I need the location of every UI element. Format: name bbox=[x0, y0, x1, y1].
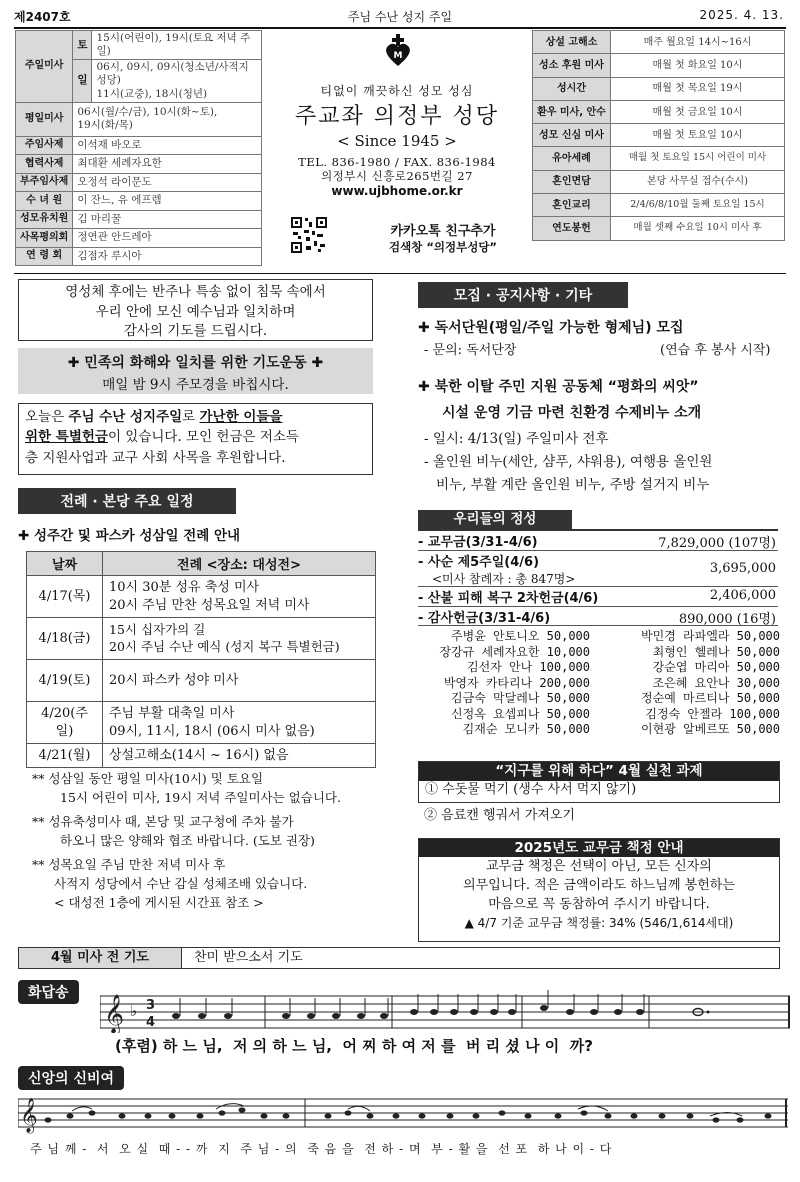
staff-value: 정연관 안드레아 bbox=[73, 229, 262, 248]
schedule-value: 매월 첫 화요일 10시 bbox=[611, 54, 785, 77]
prayer-campaign-title: ✚ 민족의 화해와 일치를 위한 기도운동 ✚ bbox=[67, 355, 324, 371]
liturgy-date: 4/21(월) bbox=[27, 744, 103, 768]
tithe-title: 2025년도 교무금 책정 안내 bbox=[419, 839, 779, 857]
schedule-label: 성소 후원 미사 bbox=[533, 54, 611, 77]
liturgy-section-header: 전례 · 본당 주요 일정 bbox=[18, 488, 236, 514]
schedule-value: 매월 첫 토요일 10시 bbox=[611, 124, 785, 147]
liturgy-events: 주님 부활 대축일 미사 09시, 11시, 18시 (06시 미사 없음) bbox=[103, 702, 376, 744]
qr-code-icon[interactable] bbox=[290, 216, 328, 254]
acclamation-label: 신앙의 신비여 bbox=[18, 1066, 124, 1090]
reader-recruit-title: ✚ 독서단원(평일/주일 가능한 형제님) 모집 bbox=[418, 320, 684, 336]
staff-label: 연 령 회 bbox=[16, 247, 73, 266]
psalm-time-top: 3 bbox=[146, 998, 156, 1013]
schedule-value: 매월 첫 목요일 19시 bbox=[611, 77, 785, 100]
soap-campaign-details: - 일시: 4/13(일) 주일미사 전후 - 올인원 비누(세안, 샴푸, 샤워용), 여행용 올인원 비누, 부활 계란 올인원 비누, 주방 설거지 비누 bbox=[424, 431, 713, 493]
holy-week-table bbox=[26, 551, 376, 768]
donor-row: 주병윤 안토니오 50,000 박민경 라파엘라 50,000 bbox=[451, 629, 780, 643]
schedule-label: 상설 고해소 bbox=[533, 31, 611, 54]
acclamation-lyrics: 주 님 께 - 서 오 실 때 - - 까 지 주 님 - 의 죽 음 을 전 하 - 며 부 - 활 을 선 포 하 나 이 - 다 bbox=[30, 1142, 613, 1156]
svg-text:♭: ♭ bbox=[130, 1002, 138, 1020]
page-title: 주님 수난 성지 주일 bbox=[347, 10, 453, 24]
sacred-heart-logo-icon bbox=[384, 34, 412, 68]
col-event-header: 전례 <장소: 대성전> bbox=[103, 552, 376, 576]
schedule-label: 혼인면담 bbox=[533, 170, 611, 193]
donor-row: 박영자 카타리나 200,000 조은혜 요안나 30,000 bbox=[443, 675, 780, 690]
prayer-campaign-box bbox=[18, 348, 373, 394]
schedule-table bbox=[532, 30, 785, 241]
weekday-mass-times: 06시(월/수/금), 10시(화~토), 19시(화/목) bbox=[73, 102, 262, 136]
offerings-list bbox=[418, 531, 778, 626]
schedule-value: 매월 첫 금요일 10시 bbox=[611, 100, 785, 123]
liturgy-events: 20시 파스카 성야 미사 bbox=[103, 660, 376, 702]
svg-text:M: M bbox=[393, 51, 403, 61]
donor-row: 신정옥 요셉피나 50,000 김정숙 안젤라 100,000 bbox=[451, 706, 780, 721]
monthly-prayer-bar bbox=[18, 947, 780, 969]
communion-notice: 영성체 후에는 반주나 특송 없이 침묵 속에서 우리 안에 모신 예수님과 일치하며 감사의 기도를 드립시다. bbox=[18, 279, 373, 341]
church-motto: 티없이 깨끗하신 성모 성심 bbox=[320, 84, 474, 98]
staff-label: 수 녀 원 bbox=[16, 192, 73, 211]
church-info bbox=[262, 30, 532, 274]
church-since: < Since 1945 > bbox=[337, 132, 457, 150]
donor-row: 김선자 안나 100,000 강순엽 마리아 50,000 bbox=[467, 660, 780, 674]
offering-row: - 교무금(3/31-4/6) 7,829,000 (107명) bbox=[418, 531, 778, 551]
saturday-label: 토 bbox=[73, 31, 92, 60]
earth-task-item: ② 음료캔 헹궈서 가져오기 bbox=[424, 808, 575, 823]
svg-text:𝄞: 𝄞 bbox=[20, 1098, 38, 1133]
psalm-label: 화답송 bbox=[18, 980, 79, 1004]
offering-row: - 감사헌금(3/31-4/6) 890,000 (16명) bbox=[418, 607, 778, 626]
reader-recruit-note: (연습 후 봉사 시작) bbox=[660, 343, 771, 358]
monthly-prayer-value: 찬미 받으소서 기도 bbox=[181, 948, 303, 968]
holy-week-heading: ✚ 성주간 및 파스카 성삼일 전례 안내 bbox=[18, 528, 241, 544]
col-date-header: 날짜 bbox=[27, 552, 103, 576]
saturday-mass-times: 15시(어린이), 19시(토요 저녁 주일) bbox=[92, 31, 262, 60]
psalm-lyrics: (후렴) 하 느 님, 저 의 하 느 님, 어 찌 하 여 저 를 버 리 셨 나 이 까? bbox=[115, 1037, 593, 1055]
note-item: ** 성목요일 주님 만찬 저녁 미사 후 사적지 성당에서 수난 감실 성체조배 있습니다. < 대성전 1층에 게시된 시간표 참조 > bbox=[32, 856, 308, 911]
liturgy-events: 10시 30분 성유 축성 미사 20시 주님 만찬 성목요일 저녁 미사 bbox=[103, 576, 376, 618]
mass-info-table bbox=[15, 30, 262, 266]
church-name: 주교좌 의정부 성당 bbox=[294, 104, 499, 129]
soap-campaign-title-1: ✚ 북한 이탈 주민 지원 공동체 “평화의 씨앗” bbox=[418, 379, 699, 395]
tithe-box: 2025년도 교무금 책정 안내 교무금 책정은 선택이 아닌, 모든 신자의 의무입니다. 적은 금액이라도 하느님께 봉헌하는 마음으로 꼭 동참하여 주시기 바랍니다. ▲ 4/7 기준 교무금 책정률: 34% (546/1,614세대) bbox=[418, 838, 780, 942]
offering-row: - 사순 제5주일(4/6) <미사 참례자 : 총 847명> 3,695,000 bbox=[418, 551, 778, 587]
schedule-value: 매주 월요일 14시~16시 bbox=[611, 31, 785, 54]
church-website[interactable]: www.ujbhome.or.kr bbox=[331, 184, 463, 199]
schedule-value: 매월 셋째 수요일 10시 미사 후 bbox=[611, 217, 785, 240]
liturgy-date: 4/20(주일) bbox=[27, 702, 103, 744]
schedule-value: 본당 사무실 접수(수시) bbox=[611, 170, 785, 193]
note-item: ** 성유축성미사 때, 본당 및 교구청에 주차 불가 하오니 많은 양해와 협조 바랍니다. (도보 권장) bbox=[32, 813, 315, 849]
liturgy-date: 4/18(금) bbox=[27, 618, 103, 660]
staff-label: 성모유치원 bbox=[16, 210, 73, 229]
weekday-mass-label: 평일미사 bbox=[16, 102, 73, 136]
donor-list bbox=[420, 627, 780, 736]
schedule-label: 연도봉헌 bbox=[533, 217, 611, 240]
schedule-label: 유아세례 bbox=[533, 147, 611, 170]
header-rule bbox=[14, 27, 786, 29]
info-rule bbox=[14, 273, 786, 274]
svg-text:𝄞: 𝄞 bbox=[104, 994, 125, 1033]
liturgy-date: 4/17(목) bbox=[27, 576, 103, 618]
earth-task-box bbox=[418, 761, 780, 803]
staff-value: 오정석 라이문도 bbox=[73, 173, 262, 192]
schedule-value: 2/4/6/8/10월 둘째 토요일 15시 bbox=[611, 194, 785, 217]
schedule-value: 매월 첫 토요일 15시 어린이 미사 bbox=[611, 147, 785, 170]
tithe-rate: ▲ 4/7 기준 교무금 책정률: 34% (546/1,614세대) bbox=[464, 915, 734, 930]
church-address: 의정부시 신흥로265번길 27 bbox=[321, 168, 473, 183]
schedule-label: 환우 미사, 안수 bbox=[533, 100, 611, 123]
schedule-label: 혼인교리 bbox=[533, 194, 611, 217]
schedule-label: 성모 신심 미사 bbox=[533, 124, 611, 147]
staff-value: 이 잔느, 유 에프렘 bbox=[73, 192, 262, 211]
church-phone: TEL. 836-1980 / FAX. 836-1984 bbox=[298, 155, 496, 169]
reader-recruit-contact: - 문의: 독서단장 bbox=[424, 343, 517, 358]
liturgy-date: 4/19(토) bbox=[27, 660, 103, 702]
psalm-staff bbox=[100, 988, 790, 1033]
liturgy-notes bbox=[32, 769, 377, 913]
staff-value: 최대환 세례자요한 bbox=[73, 155, 262, 174]
schedule-label: 성시간 bbox=[533, 77, 611, 100]
donor-row: 김재순 모니카 50,000 이현광 알베르또 50,000 bbox=[462, 722, 780, 736]
sunday-label: 일 bbox=[73, 60, 92, 102]
staff-value: 김점자 루시아 bbox=[73, 247, 262, 266]
acclamation-staff bbox=[18, 1094, 788, 1134]
special-collection-notice: 오늘은 주님 수난 성지주일로 가난한 이들을 위한 특별헌금이 있습니다. 모인 헌금은 저소득 층 지원사업과 교구 사회 사목을 후원합니다. bbox=[18, 403, 373, 475]
soap-campaign-title-2: 시설 운영 기금 마련 친환경 수제비누 소개 bbox=[442, 405, 702, 421]
liturgy-events: 상설고해소(14시 ~ 16시) 없음 bbox=[103, 744, 376, 768]
liturgy-events: 15시 십자가의 길 20시 주님 수난 예식 (성지 복구 특별헌금) bbox=[103, 618, 376, 660]
issue-number: 제2407호 bbox=[14, 10, 71, 24]
staff-label: 부주임사제 bbox=[16, 173, 73, 192]
kakao-add-friend: 카카오톡 친구추가 bbox=[390, 224, 496, 239]
psalm-time-bottom: 4 bbox=[146, 1015, 156, 1030]
kakao-search-hint: 검색창 “의정부성당” bbox=[389, 240, 497, 254]
sunday-mass-times: 06시, 09시, 09시(청소년/사적지성당) 11시(교중), 18시(청년) bbox=[92, 60, 262, 102]
donor-row: 김금숙 막달레나 50,000 정순예 마르티나 50,000 bbox=[451, 691, 780, 705]
staff-label: 협력사제 bbox=[16, 155, 73, 174]
issue-date: 2025. 4. 13. bbox=[699, 8, 784, 22]
staff-label: 주임사제 bbox=[16, 136, 73, 155]
staff-label: 사목평의회 bbox=[16, 229, 73, 248]
staff-value: 이석재 바오로 bbox=[73, 136, 262, 155]
donor-row: 장강규 세례자요한 10,000 최형인 헬레나 50,000 bbox=[439, 644, 780, 659]
earth-task-title: “지구를 위해 하다” 4월 실천 과제 bbox=[419, 762, 779, 781]
staff-value: 김 마리꿀 bbox=[73, 210, 262, 229]
notices-section-header: 모집 · 공지사항 · 기타 bbox=[418, 282, 628, 308]
offerings-header: 우리들의 정성 bbox=[418, 510, 572, 529]
sunday-mass-label: 주일미사 bbox=[16, 31, 73, 103]
offering-row: - 산불 피해 복구 2차헌금(4/6) 2,406,000 bbox=[418, 588, 776, 606]
earth-task-item: ① 수돗물 먹기 (생수 사서 먹지 않기) bbox=[425, 782, 637, 797]
note-item: ** 성삼일 동안 평일 미사(10시) 및 토요일 15시 어린이 미사, 19시 저녁 주일미사는 없습니다. bbox=[32, 771, 341, 806]
monthly-prayer-label: 4월 미사 전 기도 bbox=[19, 948, 181, 968]
prayer-campaign-text: 매일 밤 9시 주모경을 바칩시다. bbox=[102, 377, 289, 393]
